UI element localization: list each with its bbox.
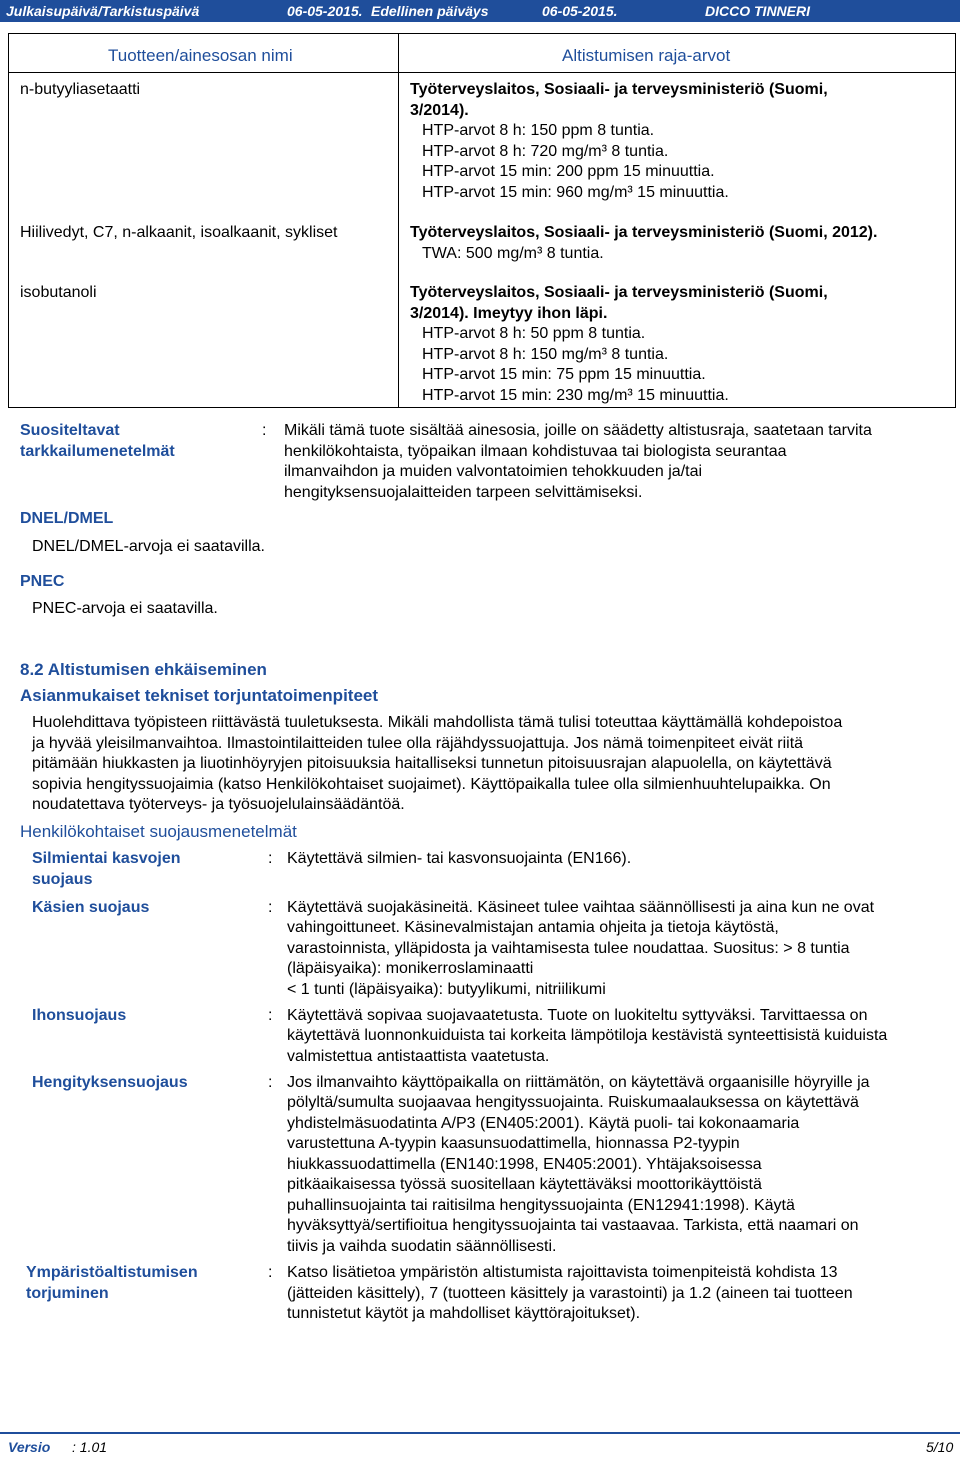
monitoring-text: ilmanvaihdon ja muiden valvontatoimien tehokkuuden ja/tai [284,463,703,480]
table-row-source: Työterveyslaitos, Sosiaali- ja terveysministeriö (Suomi, 2012). [410,224,878,241]
table-row-value: HTP-arvot 8 h: 720 mg/m³ 8 tuntia. [422,143,669,160]
engineering-controls-text: ja hyvää yleisilmanvaihtoa. Ilmastointilaitteiden tulee olla räjähdyssuojattuja. Jos nämä toimenpiteet eivät riitä [32,735,804,752]
ppe-text-respiratory: Jos ilmanvaihto käyttöpaikalla on riittämätön, on käytettävä orgaanisille höyryille ja [287,1074,870,1091]
version-number: : 1.01 [72,1439,108,1455]
table-row-name: n-butyyliasetaatti [20,81,141,98]
ppe-text-respiratory: hiukkassuodattimella (EN140:1998, EN405:2001). Yhtäjaksoisessa [287,1156,762,1173]
header-bar [0,0,960,22]
engineering-controls-text: noudatettava työterveys- ja työsuojelulainsäädäntöä. [32,796,405,813]
table-header-divider [8,72,956,73]
colon: : [262,422,267,439]
dnel-title: DNEL/DMEL [20,510,114,527]
ppe-text-respiratory: pölyltä/sumulta suojaavaa hengityssuojainta. Ruiskumaalauksessa on käytettävä [287,1094,859,1111]
table-row-value: HTP-arvot 15 min: 200 ppm 15 minuuttia. [422,163,715,180]
colon: : [268,850,273,867]
colon: : [268,1007,273,1024]
engineering-controls-text: pitämään hiukkasten ja liuotinhöyryjen pitoisuuksia haitalliseksi tunnetun pitoisuusrajan alapuolella, on käytettävä [32,755,832,772]
ppe-text-skin: käytettävä luonnonkuiduista tai korkeita lämpötiloja kestävistä synteettisistä kuiduista [287,1027,888,1044]
ppe-text-environment: (jätteiden käsittely), 7 (tuotteen käsittely ja varastointi) ja 1.2 (aineen tai tuotteen [287,1285,853,1302]
monitoring-text: hengityksensuojalaitteiden tarpeen selvittämiseksi. [284,484,643,501]
ppe-text-skin: Käytettävä sopivaa suojavaatetusta. Tuote on luokiteltu syttyväksi. Tarvittaessa on [287,1007,868,1024]
table-divider [398,33,399,408]
pnec-text: PNEC-arvoja ei saatavilla. [32,600,218,617]
table-row-value: HTP-arvot 8 h: 150 ppm 8 tuntia. [422,122,655,139]
prev-date: 06-05-2015. [542,3,618,19]
table-row-value: TWA: 500 mg/m³ 8 tuntia. [422,245,604,262]
engineering-controls-title: Asianmukaiset tekniset torjuntatoimenpiteet [20,686,379,705]
table-row-value: HTP-arvot 15 min: 75 ppm 15 minuuttia. [422,366,706,383]
monitoring-label: tarkkailumenetelmät [20,443,175,460]
pub-date: 06-05-2015. [287,3,363,19]
table-row-source: Työterveyslaitos, Sosiaali- ja terveysministeriö (Suomi, [410,81,828,98]
ppe-text-hand: Käytettävä suojakäsineitä. Käsineet tulee vaihtaa säännöllisesti ja aina kun ne ovat [287,899,875,916]
table-row-value: HTP-arvot 15 min: 230 mg/m³ 15 minuuttia. [422,387,729,404]
monitoring-label: Suositeltavat [20,422,120,439]
ppe-text-hand: (läpäisyaika): monikerroslaminaatti [287,960,534,977]
ppe-text-respiratory: hyväksyttyä/sertifioitua hengityssuojainta tai vastaavaa. Tarkista, että naamari on [287,1217,859,1234]
section-title: 8.2 Altistumisen ehkäiseminen [20,660,267,679]
table-row-value: HTP-arvot 8 h: 150 mg/m³ 8 tuntia. [422,346,669,363]
colon: : [268,1264,273,1281]
ppe-label-eye: Silmientai kasvojen [32,850,181,867]
table-row-value: HTP-arvot 8 h: 50 ppm 8 tuntia. [422,325,646,342]
pnec-title: PNEC [20,573,65,590]
dnel-text: DNEL/DMEL-arvoja ei saatavilla. [32,538,265,555]
table-header-limits: Altistumisen raja-arvot [562,46,731,65]
ppe-label-hand: Käsien suojaus [32,899,150,916]
table-row-name: isobutanoli [20,284,97,301]
version-label: Versio [8,1439,51,1455]
ppe-label-environment: Ympäristöaltistumisen [26,1264,198,1281]
table-row-source: 3/2014). [410,102,469,119]
table-row-value: HTP-arvot 15 min: 960 mg/m³ 15 minuuttia. [422,184,729,201]
ppe-label-environment: torjuminen [26,1285,109,1302]
ppe-text-respiratory: puhallinsuojainta tai raitisilma hengityssuojainta (EN12941:1998). Käytä [287,1197,795,1214]
ppe-text-skin: valmistettua antistaattista vaatetusta. [287,1048,550,1065]
table-row-source: Työterveyslaitos, Sosiaali- ja terveysministeriö (Suomi, [410,284,828,301]
ppe-text-hand: varastoinnista, ylläpidosta ja vaihtamisesta tulee noudattaa. Suositus: > 8 tuntia [287,940,850,957]
product-name: DICCO TINNERI [705,3,810,19]
pub-date-label: Julkaisupäivä/Tarkistuspäivä [6,3,200,19]
ppe-text-respiratory: yhdistelmäsuodatinta A/P3 (EN405:2001). Käytä puoli- tai kokonaamaria [287,1115,800,1132]
ppe-text-eye: Käytettävä silmien- tai kasvonsuojainta (EN166). [287,850,632,867]
table-header-name: Tuotteen/ainesosan nimi [108,46,293,65]
prev-date-label: Edellinen päiväys [371,3,489,19]
ppe-text-hand: vahingoittuneet. Käsinevalmistajan antamia ohjeita ja tietoja käytöstä, [287,919,779,936]
ppe-label-eye: suojaus [32,871,93,888]
page-number: 5/10 [926,1439,954,1455]
ppe-text-environment: tunnistetut käytöt ja mahdolliset käyttörajoitukset). [287,1305,641,1322]
footer-divider [0,1432,960,1434]
ppe-text-respiratory: tiivis ja vaihda suodatin säännöllisesti. [287,1238,557,1255]
ppe-text-respiratory: varustettuna A-tyypin kaasunsuodattimella, hionnassa P2-tyypin [287,1135,740,1152]
ppe-title: Henkilökohtaiset suojausmenetelmät [20,822,297,841]
table-row-name: Hiilivedyt, C7, n-alkaanit, isoalkaanit, sykliset [20,224,338,241]
ppe-text-respiratory: pitkäaikaisessa työssä suositellaan käytettäväksi moottorikäyttöistä [287,1176,762,1193]
colon: : [268,1074,273,1091]
ppe-text-environment: Katso lisätietoa ympäristön altistumista rajoittavista toimenpiteistä kohdista 13 [287,1264,838,1281]
monitoring-text: henkilökohtaista, työpaikan ilmaan kohdistuvaa tai biologista seurantaa [284,443,787,460]
monitoring-text: Mikäli tämä tuote sisältää ainesosia, joille on säädetty altistusraja, saatetaan tarvita [284,422,872,439]
colon: : [268,899,273,916]
table-row-source: 3/2014). Imeytyy ihon läpi. [410,305,608,322]
ppe-text-hand: < 1 tunti (läpäisyaika): butyylikumi, nitriilikumi [287,981,606,998]
ppe-label-respiratory: Hengityksensuojaus [32,1074,188,1091]
ppe-label-skin: Ihonsuojaus [32,1007,127,1024]
engineering-controls-text: sopivia hengityssuojaimia (katso Henkilökohtaiset suojaimet). Käyttöpaikalla tulee olla silmienhuuhtelupaikka. On [32,776,831,793]
engineering-controls-text: Huolehdittava työpisteen riittävästä tuuletuksesta. Mikäli mahdollista tämä tulisi toteuttaa käyttämällä kohdepoistoa [32,714,843,731]
